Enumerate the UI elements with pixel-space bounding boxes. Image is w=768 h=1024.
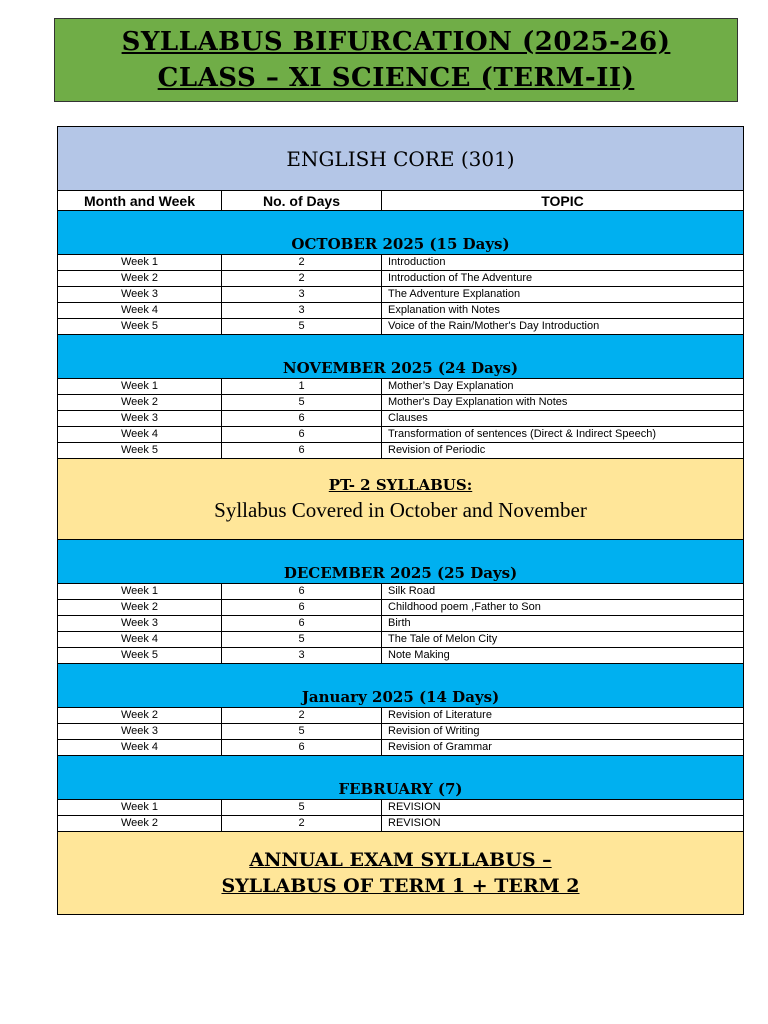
week-cell: Week 1 bbox=[58, 584, 222, 600]
days-cell: 2 bbox=[222, 708, 382, 724]
topic-cell: Revision of Writing bbox=[382, 724, 744, 740]
topic-cell: Mother’s Day Explanation bbox=[382, 379, 744, 395]
table-row bbox=[58, 427, 744, 443]
topic-cell: Clauses bbox=[382, 411, 744, 427]
header-month-week: Month and Week bbox=[58, 191, 222, 211]
topic-cell: Introduction of The Adventure bbox=[382, 271, 744, 287]
month-row-october bbox=[58, 211, 744, 255]
days-cell: 6 bbox=[222, 411, 382, 427]
topic-cell: Introduction bbox=[382, 255, 744, 271]
days-cell: 6 bbox=[222, 740, 382, 756]
days-cell: 2 bbox=[222, 271, 382, 287]
days-cell: 5 bbox=[222, 724, 382, 740]
pt2-description: Syllabus Covered in October and November bbox=[214, 497, 587, 522]
week-cell: Week 4 bbox=[58, 303, 222, 319]
days-cell: 1 bbox=[222, 379, 382, 395]
week-cell: Week 4 bbox=[58, 632, 222, 648]
week-cell: Week 2 bbox=[58, 708, 222, 724]
table-row bbox=[58, 816, 744, 832]
week-cell: Week 3 bbox=[58, 724, 222, 740]
week-cell: Week 5 bbox=[58, 319, 222, 335]
table-row bbox=[58, 708, 744, 724]
days-cell: 3 bbox=[222, 303, 382, 319]
table-row bbox=[58, 303, 744, 319]
month-title: FEBRUARY (7) bbox=[338, 780, 463, 798]
week-cell: Week 2 bbox=[58, 600, 222, 616]
annual-exam-line-1: ANNUAL EXAM SYLLABUS – bbox=[249, 849, 552, 871]
month-title: January 2025 (14 Days) bbox=[301, 688, 500, 706]
table-row bbox=[58, 800, 744, 816]
syllabus-table bbox=[57, 126, 744, 915]
week-cell: Week 1 bbox=[58, 800, 222, 816]
topic-cell: The Adventure Explanation bbox=[382, 287, 744, 303]
week-cell: Week 4 bbox=[58, 427, 222, 443]
topic-cell: Childhood poem ,Father to Son bbox=[382, 600, 744, 616]
table-row bbox=[58, 319, 744, 335]
topic-cell: Birth bbox=[382, 616, 744, 632]
month-row-december bbox=[58, 540, 744, 584]
table-row bbox=[58, 395, 744, 411]
days-cell: 2 bbox=[222, 255, 382, 271]
topic-cell: Revision of Grammar bbox=[382, 740, 744, 756]
annual-exam-line-2: SYLLABUS OF TERM 1 + TERM 2 bbox=[221, 875, 580, 897]
topic-cell: REVISION bbox=[382, 816, 744, 832]
week-cell: Week 3 bbox=[58, 287, 222, 303]
table-row bbox=[58, 379, 744, 395]
month-row-january bbox=[58, 664, 744, 708]
days-cell: 5 bbox=[222, 632, 382, 648]
week-cell: Week 5 bbox=[58, 648, 222, 664]
days-cell: 3 bbox=[222, 287, 382, 303]
table-row bbox=[58, 600, 744, 616]
table-row bbox=[58, 411, 744, 427]
pt2-heading: PT- 2 SYLLABUS: bbox=[328, 475, 473, 494]
week-cell: Week 5 bbox=[58, 443, 222, 459]
table-header-row bbox=[58, 191, 744, 211]
header-topic: TOPIC bbox=[382, 191, 744, 211]
week-cell: Week 3 bbox=[58, 411, 222, 427]
days-cell: 6 bbox=[222, 616, 382, 632]
topic-cell: Note Making bbox=[382, 648, 744, 664]
month-row-february bbox=[58, 756, 744, 800]
subject-title: ENGLISH CORE (301) bbox=[286, 146, 515, 171]
table-row bbox=[58, 724, 744, 740]
topic-cell: Mother's Day Explanation with Notes bbox=[382, 395, 744, 411]
week-cell: Week 2 bbox=[58, 816, 222, 832]
table-row bbox=[58, 632, 744, 648]
table-row bbox=[58, 271, 744, 287]
month-title: NOVEMBER 2025 (24 Days) bbox=[282, 359, 519, 377]
topic-cell: Explanation with Notes bbox=[382, 303, 744, 319]
days-cell: 5 bbox=[222, 395, 382, 411]
table-row bbox=[58, 287, 744, 303]
days-cell: 6 bbox=[222, 443, 382, 459]
days-cell: 6 bbox=[222, 584, 382, 600]
month-title: DECEMBER 2025 (25 Days) bbox=[283, 564, 518, 582]
week-cell: Week 4 bbox=[58, 740, 222, 756]
table-row bbox=[58, 740, 744, 756]
topic-cell: Revision of Periodic bbox=[382, 443, 744, 459]
topic-cell: Revision of Literature bbox=[382, 708, 744, 724]
week-cell: Week 1 bbox=[58, 379, 222, 395]
topic-cell: REVISION bbox=[382, 800, 744, 816]
table-row bbox=[58, 255, 744, 271]
document-title-line-2: CLASS – XI SCIENCE (TERM-II) bbox=[157, 63, 635, 93]
document-title-line-1: SYLLABUS BIFURCATION (2025-26) bbox=[121, 27, 671, 57]
document-title-banner bbox=[54, 18, 738, 102]
pt2-syllabus-row bbox=[58, 459, 744, 540]
topic-cell: Voice of the Rain/Mother's Day Introduction bbox=[382, 319, 744, 335]
subject-row bbox=[58, 127, 744, 191]
days-cell: 2 bbox=[222, 816, 382, 832]
table-row bbox=[58, 648, 744, 664]
topic-cell: Transformation of sentences (Direct & Indirect Speech) bbox=[382, 427, 744, 443]
header-days: No. of Days bbox=[222, 191, 382, 211]
table-row bbox=[58, 584, 744, 600]
table-row bbox=[58, 616, 744, 632]
month-title: OCTOBER 2025 (15 Days) bbox=[291, 235, 510, 253]
week-cell: Week 1 bbox=[58, 255, 222, 271]
days-cell: 5 bbox=[222, 319, 382, 335]
topic-cell: The Tale of Melon City bbox=[382, 632, 744, 648]
week-cell: Week 2 bbox=[58, 271, 222, 287]
month-row-november bbox=[58, 335, 744, 379]
annual-exam-row bbox=[58, 832, 744, 915]
table-row bbox=[58, 443, 744, 459]
days-cell: 6 bbox=[222, 600, 382, 616]
week-cell: Week 2 bbox=[58, 395, 222, 411]
days-cell: 3 bbox=[222, 648, 382, 664]
days-cell: 5 bbox=[222, 800, 382, 816]
week-cell: Week 3 bbox=[58, 616, 222, 632]
topic-cell: Silk Road bbox=[382, 584, 744, 600]
days-cell: 6 bbox=[222, 427, 382, 443]
